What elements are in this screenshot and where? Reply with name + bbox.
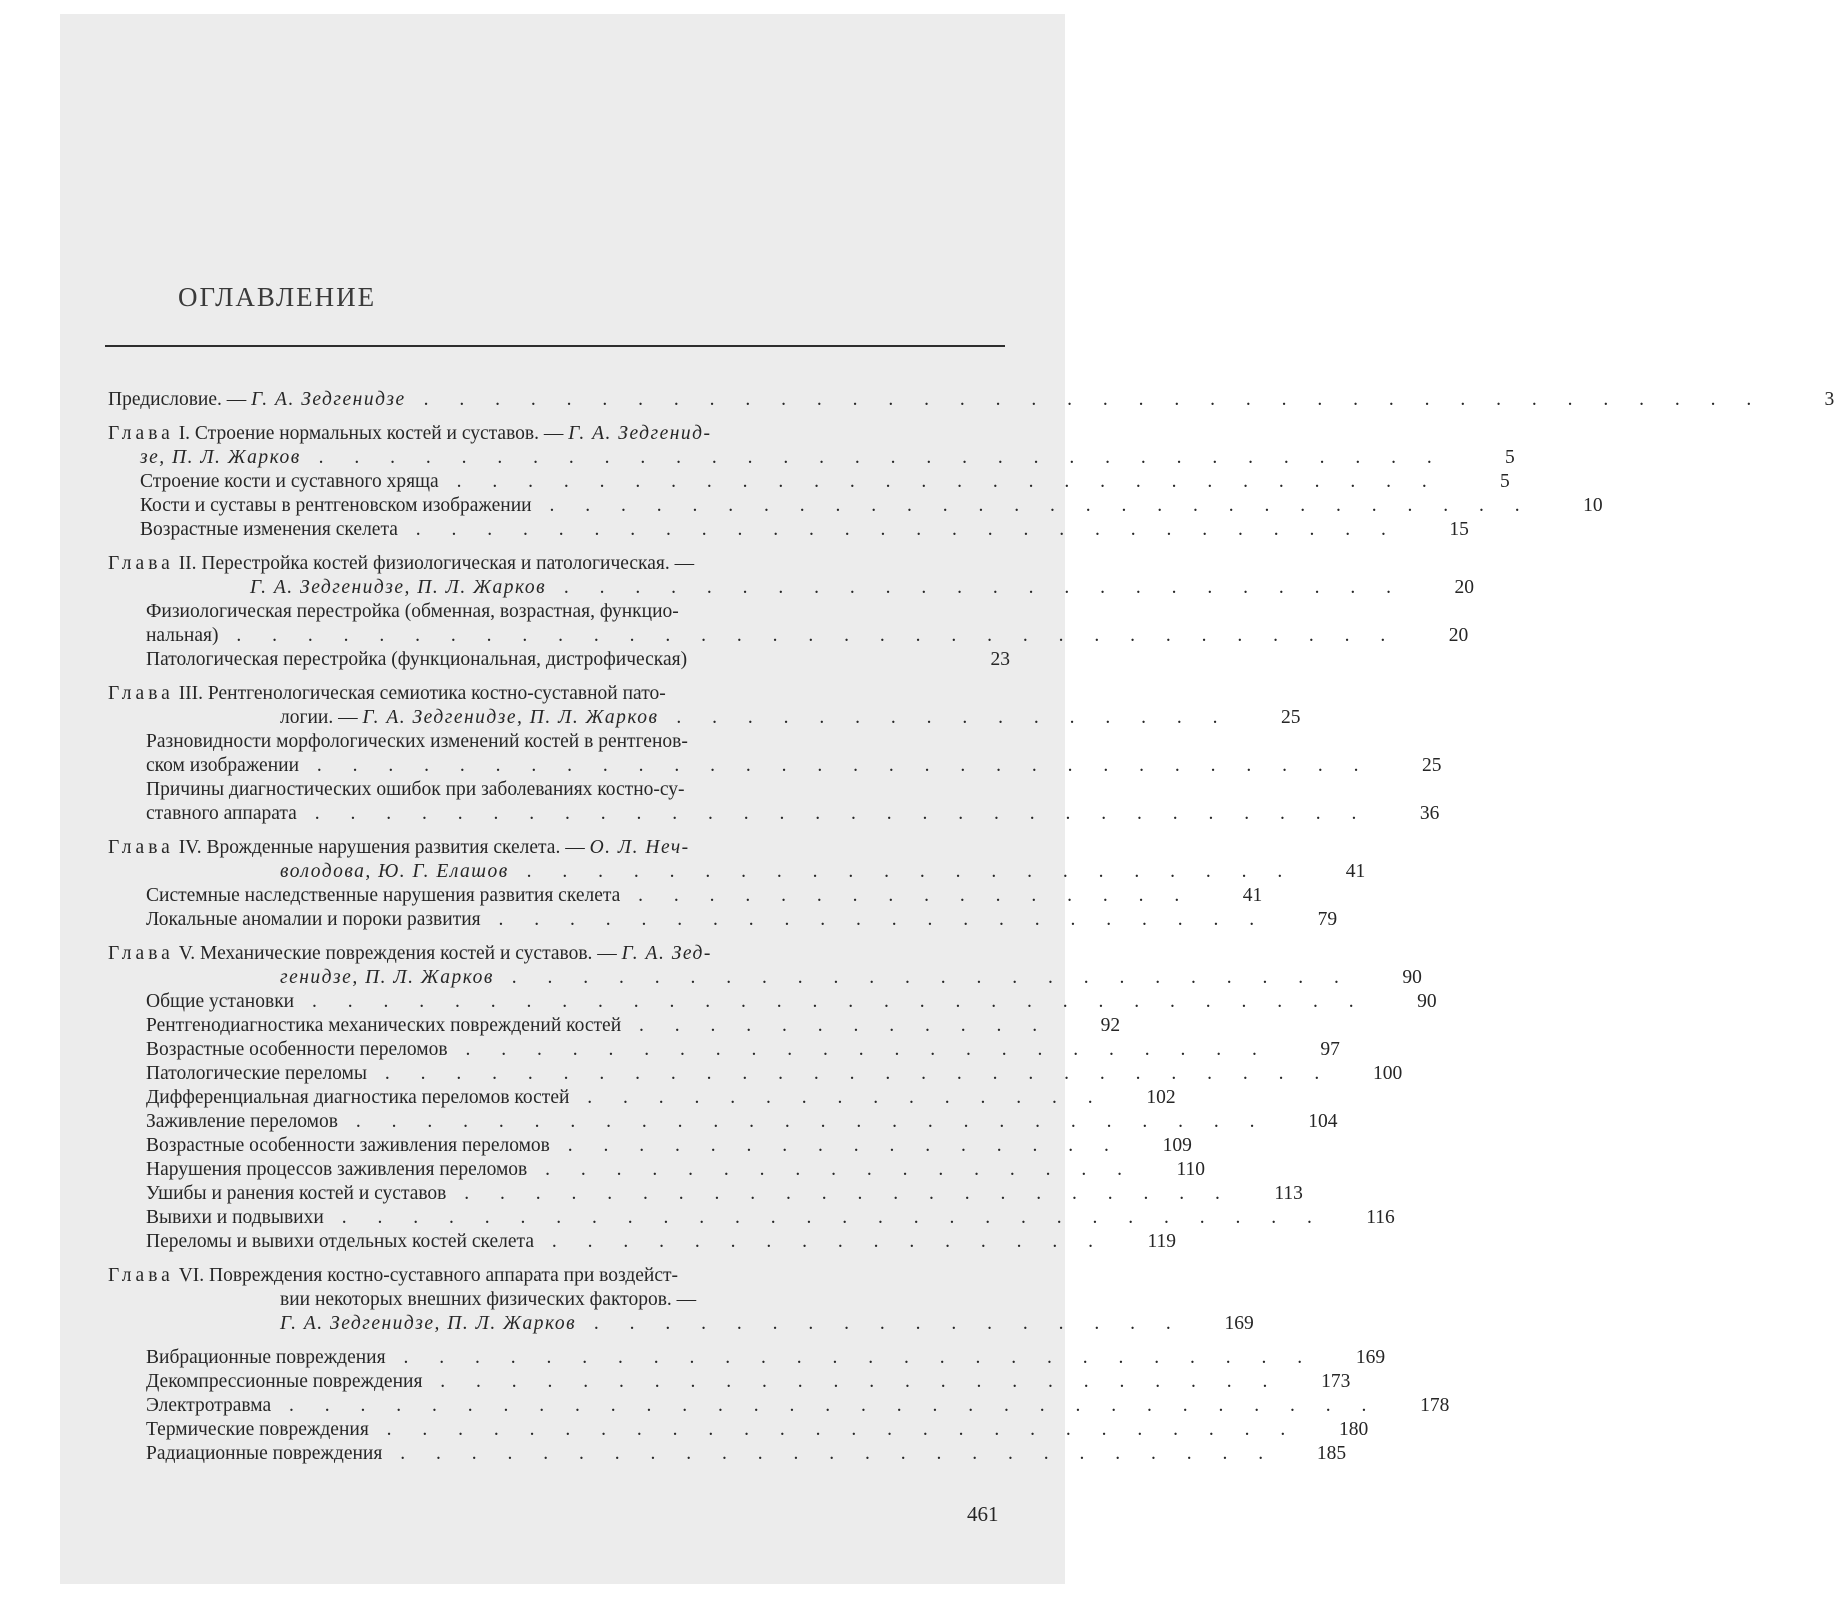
chapter-label: Глава [108,683,174,704]
toc-entry[interactable]: Радиационные повреждения . . . . . . . . . . . . . . . . . . . . . . . . . 185 [146,1443,1347,1464]
toc-entry[interactable]: Дифференциальная диагностика переломов костей . . . . . . . . . . . . . . . 102 [146,1087,1176,1108]
chapter-author: володова, Ю. Г. Елашов [280,861,509,882]
entry-title: Патологическая перестройка (функциональная, дистрофическая) [146,649,688,670]
page-ref: 20 [1448,625,1469,646]
page-ref: 20 [1454,577,1475,598]
toc-entry[interactable]: Заживление переломов . . . . . . . . . . . . . . . . . . . . . . . . . . 104 [146,1111,1338,1132]
toc-entry-cont: ском изображении . . . . . . . . . . . . . . . . . . . . . . . . . . . . . . 25 [146,755,1442,776]
entry-title: ставного аппарата [146,803,297,824]
entry-title: Локальные аномалии и пороки развития [146,909,481,930]
toc-chapter-1 [108,422,1603,542]
page-ref: 110 [1176,1159,1205,1180]
page-ref: 25 [1422,755,1442,776]
toc-entry-cont: ставного аппарата . . . . . . . . . . . . . . . . . . . . . . . . . . . . . . 36 [146,803,1440,824]
page-ref: 185 [1316,1443,1347,1464]
entry-title: Возрастные особенности заживления переломов [146,1135,550,1156]
page-ref: 5 [1505,447,1515,468]
chapter-title: вии некоторых внешних физических факторов. — [280,1289,697,1310]
toc-entry[interactable]: Общие установки . . . . . . . . . . . . . . . . . . . . . . . . . . . . . . 90 [146,991,1437,1012]
page-ref: 116 [1366,1207,1395,1228]
chapter-author: генидзе, П. Л. Жарков [280,967,494,988]
chapter-author: Г. А. Зедгенидзе, П. Л. Жарков [362,707,659,728]
chapter-heading[interactable] [108,682,1010,706]
toc-entry[interactable]: Локальные аномалии и пороки развития . . . . . . . . . . . . . . . . . . . . . . 79 [146,909,1338,930]
table-of-contents [108,388,1834,1476]
entry-title: Дифференциальная диагностика переломов костей [146,1087,570,1108]
chapter-heading-cont: Г. А. Зедгенидзе, П. Л. Жарков . . . . . . . . . . . . . . . . . 169 [280,1313,1254,1334]
toc-entry[interactable]: Возрастные особенности заживления переломов . . . . . . . . . . . . . . . . 109 [146,1135,1192,1156]
chapter-author: О. Л. Неч- [589,837,690,858]
toc-entry[interactable]: Возрастные изменения скелета . . . . . . . . . . . . . . . . . . . . . . . . . . . . 15 [140,519,1469,540]
toc-entry[interactable]: Декомпрессионные повреждения . . . . . . . . . . . . . . . . . . . . . . . . 173 [146,1371,1351,1392]
page-ref: 79 [1317,909,1338,930]
chapter-title: I. Строение нормальных костей и суставов. — [173,423,569,444]
toc-entry[interactable]: Предисловие. — Г. А. Зедгенидзе . . . . . . . . . . . . . . . . . . . . . . . . . . . . . . . . . . . . . . 3 [108,389,1834,410]
entry-title: Возрастные особенности переломов [146,1039,448,1060]
toc-entry[interactable] [108,648,1010,672]
page-ref: 5 [1499,471,1510,492]
entry-title: Разновидности морфологических изменений костей в рентгенов- [146,731,688,752]
chapter-label: Глава [108,943,174,964]
page-ref: 36 [1419,803,1440,824]
entry-title: Радиационные повреждения [146,1443,383,1464]
entry-title: Физиологическая перестройка (обменная, возрастная, функцио- [146,601,679,622]
page-ref: 169 [1224,1313,1254,1334]
page-ref: 97 [1320,1039,1340,1060]
page-ref: 109 [1162,1135,1192,1156]
chapter-author: Г. А. Зедгенидзе, П. Л. Жарков [250,577,547,598]
entry-title: Возрастные изменения скелета [140,519,398,540]
toc-entry[interactable] [108,778,1010,802]
toc-entry[interactable]: Системные наследственные нарушения развития скелета . . . . . . . . . . . . . . . . 41 [146,885,1263,906]
page-ref: 104 [1308,1111,1338,1132]
toc-entry[interactable]: Термические повреждения . . . . . . . . . . . . . . . . . . . . . . . . . . 180 [146,1419,1369,1440]
chapter-heading[interactable] [108,1264,1010,1288]
page-ref: 100 [1373,1063,1403,1084]
entry-title: Кости и суставы в рентгеновском изображении [140,495,532,516]
title-rule [105,345,1005,347]
chapter-author: Г. А. Зед- [621,943,712,964]
toc-entry[interactable]: Электротравма . . . . . . . . . . . . . . . . . . . . . . . . . . . . . . . 178 [146,1395,1450,1416]
page-ref: 41 [1242,885,1263,906]
chapter-author: Г. А. Зедгенидзе, П. Л. Жарков [280,1313,577,1334]
chapter-title: логии. — [280,707,363,728]
toc-entry[interactable]: Строение кости и суставного хряща . . . . . . . . . . . . . . . . . . . . . . . . . . . . 5 [140,471,1510,492]
chapter-author: зе, П. Л. Жарков [140,447,301,468]
chapter-label: Глава [108,553,174,574]
page-number: 461 [967,1502,999,1526]
page-ref: 15 [1449,519,1469,540]
page-ref: 3 [1824,389,1834,410]
chapter-title: V. Механические повреждения костей и суставов. — [173,943,622,964]
page-ref: 23 [990,649,1010,670]
toc-entry[interactable]: Вывихи и подвывихи . . . . . . . . . . . . . . . . . . . . . . . . . . . . 116 [146,1207,1395,1228]
toc-entry[interactable] [108,600,1010,624]
entry-title: Патологические переломы [146,1063,367,1084]
page-ref: 25 [1281,707,1301,728]
toc-chapter-4 [108,836,1366,932]
chapter-heading[interactable] [108,552,1010,576]
toc-chapter-2 [108,552,1475,672]
chapter-heading-cont [108,1288,1010,1312]
chapter-title: III. Рентгенологическая семиотика костно-суставной пато- [173,683,666,704]
page-title: ОГЛАВЛЕНИЕ [178,282,377,312]
page-ref: 92 [1100,1015,1121,1036]
entry-title: Вывихи и подвывихи [146,1207,324,1228]
chapter-heading[interactable] [108,942,1010,966]
toc-chapter-5 [108,942,1437,1254]
book-page [60,14,1834,1584]
chapter-heading-cont: Г. А. Зедгенидзе, П. Л. Жарков . . . . . . . . . . . . . . . . . . . . . . . . 20 [250,577,1475,598]
toc-entry[interactable]: Патологические переломы . . . . . . . . . . . . . . . . . . . . . . . . . . . 100 [146,1063,1403,1084]
entry-title: Общие установки [146,991,295,1012]
toc-entry[interactable]: Рентгенодиагностика механических повреждений костей . . . . . . . . . . . . 92 [146,1015,1121,1036]
chapter-heading-cont: зе, П. Л. Жарков . . . . . . . . . . . . . . . . . . . . . . . . . . . . . . . . 5 [140,447,1515,468]
chapter-label: Глава [108,423,174,444]
chapter-heading-cont: генидзе, П. Л. Жарков . . . . . . . . . . . . . . . . . . . . . . . . 90 [280,967,1422,988]
toc-entry-cont: нальная) . . . . . . . . . . . . . . . . . . . . . . . . . . . . . . . . . 20 [146,625,1469,646]
entry-title: Предисловие. — [108,389,252,410]
toc-entry[interactable] [108,730,1010,754]
page-ref: 169 [1355,1347,1386,1368]
page-ref: 102 [1146,1087,1176,1108]
page-ref: 180 [1339,1419,1369,1440]
entry-title: Системные наследственные нарушения развития скелета [146,885,621,906]
entry-title: Вибрационные повреждения [146,1347,386,1368]
entry-title: Заживление переломов [146,1111,338,1132]
toc-entry[interactable]: Переломы и вывихи отдельных костей скелета . . . . . . . . . . . . . . . . 119 [146,1231,1176,1252]
page-ref: 119 [1147,1231,1176,1252]
chapter-author: Г. А. Зедгенид- [568,423,712,444]
chapter-label: Глава [108,1265,174,1286]
chapter-label: Глава [108,837,174,858]
entry-title: ском изображении [146,755,300,776]
chapter-heading-cont: володова, Ю. Г. Елашов . . . . . . . . . . . . . . . . . . . . . . 41 [280,861,1366,882]
chapter-heading-cont: логии. — Г. А. Зедгенидзе, П. Л. Жарков . . . . . . . . . . . . . . . . 25 [280,707,1301,728]
page-ref: 178 [1420,1395,1450,1416]
page-ref: 113 [1274,1183,1303,1204]
toc-entry[interactable]: Нарушения процессов заживления переломов . . . . . . . . . . . . . . . . . 110 [146,1159,1205,1180]
toc-entry[interactable]: Вибрационные повреждения . . . . . . . . . . . . . . . . . . . . . . . . . . 169 [146,1347,1386,1368]
entry-title: нальная) [146,625,219,646]
toc-entry[interactable]: Возрастные особенности переломов . . . . . . . . . . . . . . . . . . . . . . . 97 [146,1039,1340,1060]
page-ref: 10 [1583,495,1603,516]
toc-entry[interactable]: Ушибы и ранения костей и суставов . . . . . . . . . . . . . . . . . . . . . . 113 [146,1183,1303,1204]
entry-title: Нарушения процессов заживления переломов [146,1159,528,1180]
entry-title: Переломы и вывихи отдельных костей скелета [146,1231,534,1252]
chapter-heading[interactable] [108,836,1010,860]
entry-title: Строение кости и суставного хряща [140,471,439,492]
page-ref: 90 [1402,967,1422,988]
chapter-heading[interactable] [108,422,1010,446]
chapter-title: II. Перестройка костей физиологическая и патологическая. — [173,553,695,574]
toc-entry[interactable]: Кости и суставы в рентгеновском изображении . . . . . . . . . . . . . . . . . . . . . . . . . . . . 10 [140,495,1603,516]
chapter-title: VI. Повреждения костно-суставного аппарата при воздейст- [173,1265,679,1286]
entry-author: Г. А. Зедгенидзе [251,389,406,410]
chapter-title: IV. Врожденные нарушения развития скелета. — [173,837,590,858]
entry-title: Термические повреждения [146,1419,369,1440]
page-ref: 90 [1417,991,1437,1012]
page-ref: 41 [1345,861,1366,882]
entry-title: Декомпрессионные повреждения [146,1371,423,1392]
entry-title: Электротравма [146,1395,272,1416]
page-ref: 173 [1321,1371,1351,1392]
entry-title: Ушибы и ранения костей и суставов [146,1183,447,1204]
toc-chapter-3 [108,682,1442,826]
entry-title: Причины диагностических ошибок при заболеваниях костно-су- [146,779,685,800]
entry-title: Рентгенодиагностика механических повреждений костей [146,1015,622,1036]
toc-chapter-6 [108,1264,1450,1466]
toc-preface [108,388,1834,412]
